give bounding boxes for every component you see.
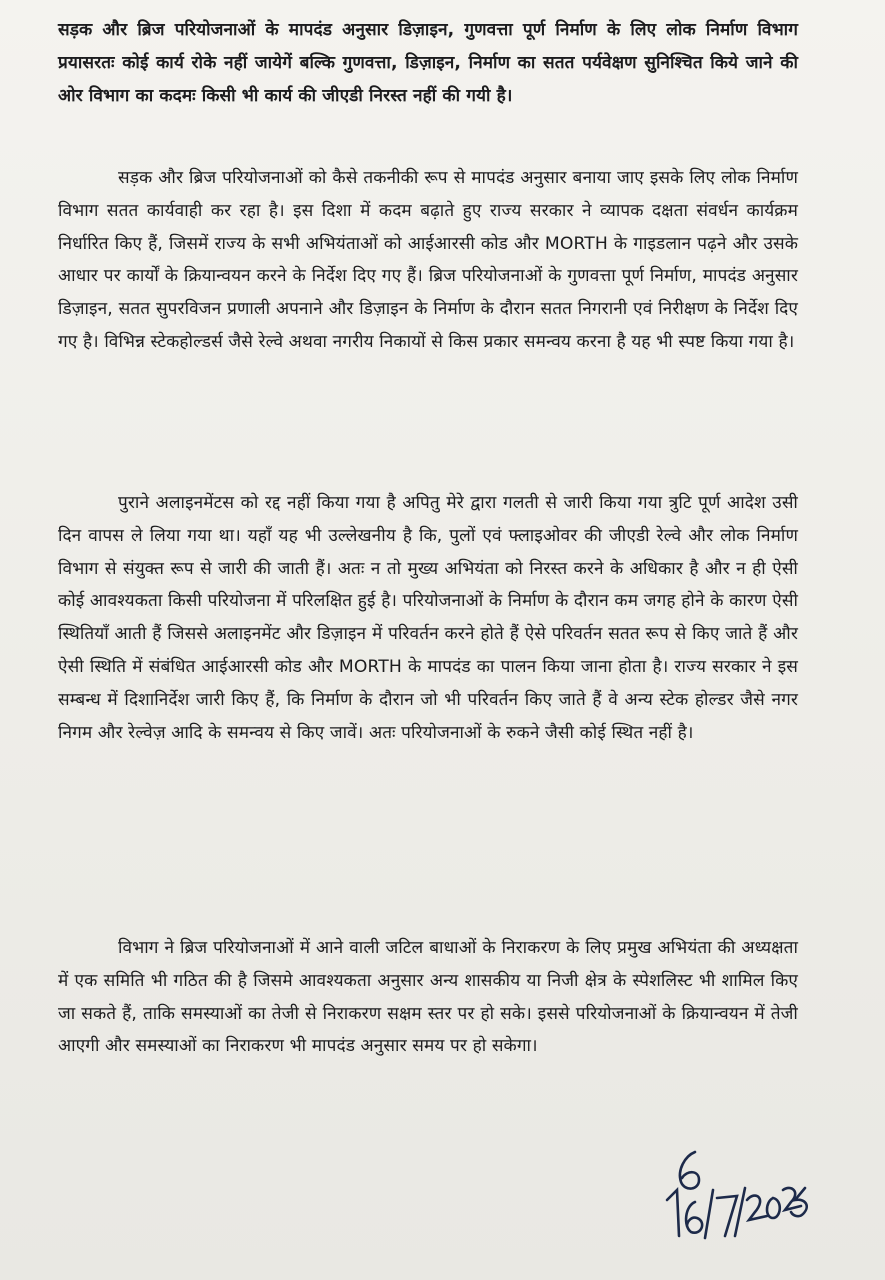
headline-paragraph: सड़क और ब्रिज परियोजनाओं के मापदंड अनुसार डिज़ाइन, गुणवत्ता पूर्ण निर्माण के लिए लोक निर्माण विभाग प्रयासरतः कोई कार्य रोके नहीं जायेगें बल्कि गुणवत्ता, डिज़ाइन, निर्माण का सतत पर्यवेक्षण सुनिश्चित किये जाने की ओर विभाग का कदमः किसी भी कार्य की जीएडी निरस्त नहीं की गयी है। (58, 20, 798, 106)
body-paragraph-training: सड़क और ब्रिज परियोजनाओं को कैसे तकनीकी रूप से मापदंड अनुसार बनाया जाए इसके लिए लोक निर्माण विभाग सतत कार्यवाही कर रहा है। इस दिशा में कदम बढ़ाते हुए राज्य सरकार ने व्यापक दक्षता संवर्धन कार्यक्रम निर्धारित किए हैं, जिसमें राज्य के सभी अभियंताओं को आईआरसी कोड और MORTH के गाइडलान पढ़ने और उसके आधार पर कार्यों के क्रियान्वयन करने के निर्देश दिए गए हैं। ब्रिज परियोजनाओं के गुणवत्ता पूर्ण निर्माण, मापदंड अनुसार डिज़ाइन, सतत सुपरविजन प्रणाली अपनाने और डिज़ाइन के निर्माण के दौरान सतत निगरानी एवं निरीक्षण के निर्देश दिए गए है। विभिन्न स्टेकहोल्डर्स जैसे रेल्वे अथवा नगरीय निकायों से किस प्रकार समन्वय करना है यह भी स्पष्ट किया गया है। (58, 168, 798, 352)
handwritten-signature-date (655, 1140, 815, 1250)
body-paragraph-alignments: पुराने अलाइनमेंटस को रद्द नहीं किया गया है अपितु मेरे द्वारा गलती से जारी किया गया त्रुटि पूर्ण आदेश उसी दिन वापस ले लिया गया था। यहाँ यह भी उल्लेखनीय है कि, पुलों एवं फ्लाइओवर की जीएडी रेल्वे और लोक निर्माण विभाग से संयुक्त रूप से जारी की जाती हैं। अतः न तो मुख्य अभियंता को निरस्त करने के अधिकार है और न ही ऐसी कोई आवश्यकता किसी परियोजना में परिलक्षित हुई है। परियोजनाओं के निर्माण के दौरान कम जगह होने के कारण ऐसी स्थितियाँ आती हैं जिससे अलाइनमेंट और डिज़ाइन में परिवर्तन करने होते हैं ऐसे परिवर्तन सतत रूप से किए जाते हैं और ऐसी स्थिति में संबंधित आईआरसी कोड और MORTH के मापदंड का पालन किया जाना होता है। राज्य सरकार ने इस सम्बन्ध में दिशानिर्देश जारी किए हैं, कि निर्माण के दौरान जो भी परिवर्तन किए जाते हैं वे अन्य स्टेक होल्डर जैसे नगर निगम और रेल्वेज़ आदि के समन्वय से किए जावें। अतः परियोजनाओं के रुकने जैसी कोई स्थित नहीं है। (58, 493, 798, 743)
body-paragraph-committee: विभाग ने ब्रिज परियोजनाओं में आने वाली जटिल बाधाओं के निराकरण के लिए प्रमुख अभियंता की अध्यक्षता में एक समिति भी गठित की है जिसमे आवश्यकता अनुसार अन्य शासकीय या निजी क्षेत्र के स्पेशलिस्ट भी शामिल किए जा सकते हैं, ताकि समस्याओं का तेजी से निराकरण सक्षम स्तर पर हो सके। इससे परियोजनाओं के क्रियान्वयन में तेजी आएगी और समस्याओं का निराकरण भी मापदंड अनुसार समय पर हो सकेगा। (58, 938, 798, 1057)
